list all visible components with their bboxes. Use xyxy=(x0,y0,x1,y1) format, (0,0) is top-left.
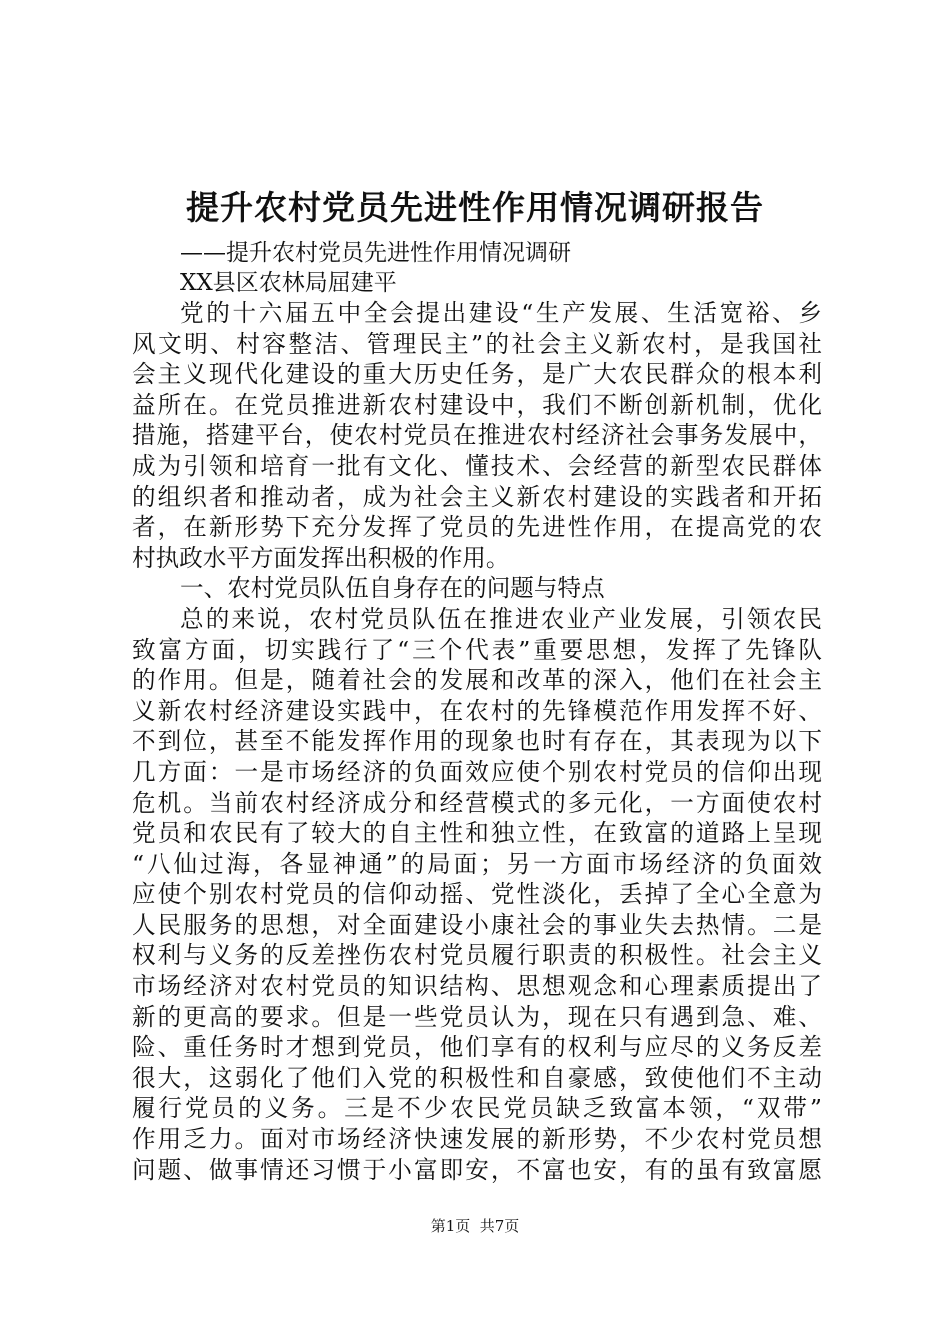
body-line: 危机。当前农村经济成分和经营模式的多元化，一方面使农村 xyxy=(132,788,822,817)
body-line: 市场经济对农村党员的知识结构、思想观念和心理素质提出了 xyxy=(132,972,822,1001)
body-line: 致富方面，切实践行了“三个代表”重要思想，发挥了先锋队 xyxy=(132,635,822,664)
body-line: 几方面：一是市场经济的负面效应使个别农村党员的信仰出现 xyxy=(132,757,822,786)
body-line: 权利与义务的反差挫伤农村党员履行职责的积极性。社会主义 xyxy=(132,941,822,970)
page-footer: 第1页 共7页 xyxy=(430,1217,520,1235)
body-line: 很大，这弱化了他们入党的积极性和自豪感，致使他们不主动 xyxy=(132,1063,822,1092)
body-line: 村执政水平方面发挥出积极的作用。 xyxy=(132,543,510,572)
body-line: 问题、做事情还习惯于小富即安，不富也安，有的虽有致富愿 xyxy=(132,1155,822,1184)
body-line: 的组织者和推动者，成为社会主义新农村建设的实践者和开拓 xyxy=(132,482,822,511)
body-line: 义新农村经济建设实践中，在农村的先锋模范作用发挥不好、 xyxy=(132,696,822,725)
body-line: 党员和农民有了较大的自主性和独立性，在致富的道路上呈现 xyxy=(132,819,822,848)
body-line: 措施，搭建平台，使农村党员在推进农村经济社会事务发展中， xyxy=(132,421,822,450)
section-heading: 一、农村党员队伍自身存在的问题与特点 xyxy=(180,574,605,603)
body-line: 会主义现代化建设的重大历史任务，是广大农民群众的根本利 xyxy=(132,360,822,389)
body-line: 险、重任务时才想到党员，他们享有的权利与应尽的义务反差 xyxy=(132,1033,822,1062)
body-line: 不到位，甚至不能发挥作用的现象也时有存在，其表现为以下 xyxy=(132,727,822,756)
body-line: 的作用。但是，随着社会的发展和改革的深入，他们在社会主 xyxy=(132,666,822,695)
body-line: 履行党员的义务。三是不少农民党员缺乏致富本领，“双带” xyxy=(132,1094,822,1123)
document-subtitle: ——提升农村党员先进性作用情况调研 xyxy=(180,240,571,266)
document-author: XX县区农林局屈建平 xyxy=(180,270,397,296)
body-line: “八仙过海，各显神通”的局面；另一方面市场经济的负面效 xyxy=(132,849,822,878)
body-line: 作用乏力。面对市场经济快速发展的新形势，不少农村党员想 xyxy=(132,1125,822,1154)
body-line: 成为引领和培育一批有文化、懂技术、会经营的新型农民群体 xyxy=(132,451,822,480)
body-line: 新的更高的要求。但是一些党员认为，现在只有遇到急、难、 xyxy=(132,1002,822,1031)
body-line: 应使个别农村党员的信仰动摇、党性淡化，丢掉了全心全意为 xyxy=(132,880,822,909)
body-line: 人民服务的思想，对全面建设小康社会的事业失去热情。二是 xyxy=(132,910,822,939)
body-line: 风文明、村容整洁、管理民主”的社会主义新农村，是我国社 xyxy=(132,329,822,358)
body-line: 益所在。在党员推进新农村建设中，我们不断创新机制，优化 xyxy=(132,390,822,419)
document-title: 提升农村党员先进性作用情况调研报告 xyxy=(186,188,764,227)
body-line: 党的十六届五中全会提出建设“生产发展、生活宽裕、乡 xyxy=(180,299,822,327)
document-body xyxy=(132,298,822,1185)
body-line: 总的来说，农村党员队伍在推进农业产业发展，引领农民 xyxy=(180,604,822,633)
body-line: 者，在新形势下充分发挥了党员的先进性作用，在提高党的农 xyxy=(132,513,822,542)
